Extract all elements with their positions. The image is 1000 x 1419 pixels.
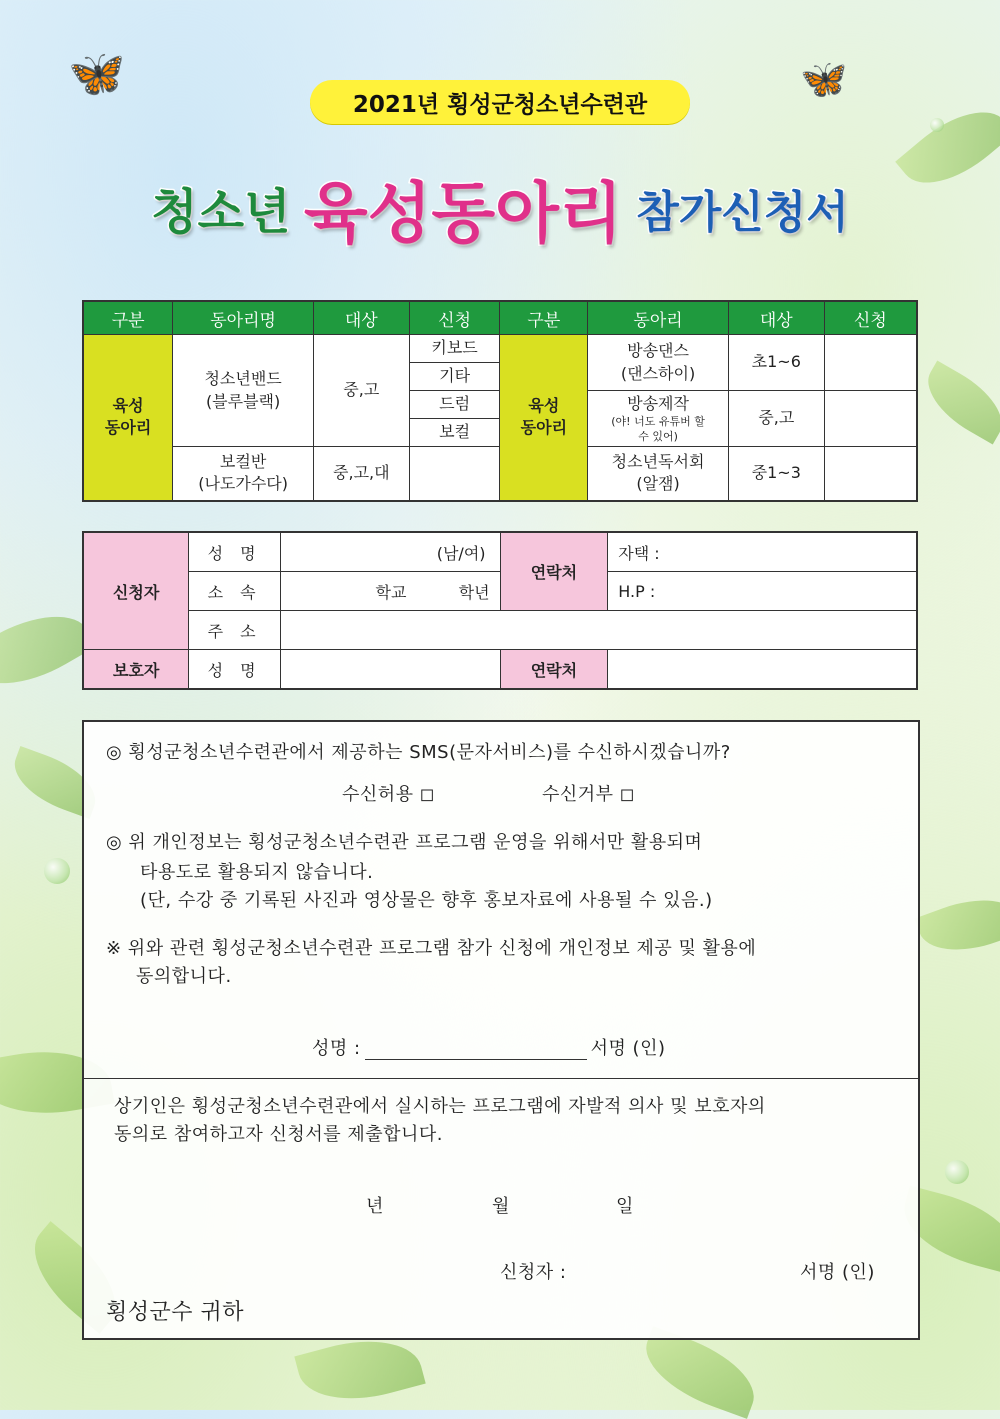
consent-signature-row [312, 1034, 666, 1064]
club-name-cell: 보컬반 (나도가수다) [173, 447, 314, 501]
water-drop [930, 118, 944, 132]
leaf-decoration [914, 884, 1000, 965]
title-left: 청소년 [151, 184, 291, 240]
affiliation-field[interactable] [281, 572, 501, 611]
grade-label: 학년 [458, 582, 490, 602]
gender-option[interactable]: (남/여) [436, 543, 486, 563]
privacy-notice: 타용도로 활용되지 않습니다. [140, 862, 374, 883]
privacy-notice: (단, 수강 중 기록된 사진과 영상물은 향후 홍보자료에 사용될 수 있음.) [140, 890, 713, 911]
table-row [83, 572, 917, 611]
school-label: 학교 [375, 582, 407, 602]
address-field[interactable] [281, 611, 917, 650]
home-phone-field[interactable]: 자택 : [608, 532, 917, 572]
part-cell[interactable]: 기타 [409, 363, 500, 391]
apply-checkbox-cell[interactable] [824, 391, 917, 447]
apply-checkbox-cell[interactable] [824, 335, 917, 391]
target-cell: 초1~6 [728, 335, 824, 391]
header-target: 대상 [728, 301, 824, 335]
privacy-notice: ◎ 위 개인정보는 횡성군청소년수련관 프로그램 운영을 위해서만 활용되며 [106, 832, 703, 853]
guardian-name-label: 성 명 [189, 650, 281, 690]
club-selection-table [82, 300, 918, 502]
agreement-text: 동의합니다. [136, 966, 232, 987]
year-label: 년 [366, 1196, 384, 1217]
day-label: 일 [616, 1196, 634, 1217]
sign-mark: 서명 (인) [590, 1038, 666, 1059]
club-note: (야! 너도 유튜버 할 수 있어) [611, 415, 705, 443]
club-name: 방송제작 [627, 394, 689, 413]
divider [84, 1078, 918, 1079]
butterfly-icon: 🦋 [68, 46, 126, 100]
club-name-cell: 방송댄스 (댄스하이) [588, 335, 729, 391]
title-right: 참가신청서 [636, 186, 849, 238]
target-cell: 중1~3 [728, 447, 824, 501]
guardian-contact-field[interactable] [608, 650, 917, 690]
table-row [83, 611, 917, 650]
sign-name-label: 성명 : [312, 1038, 361, 1059]
header-category: 구분 [83, 301, 173, 335]
club-name-cell: 청소년독서회 (알잼) [588, 447, 729, 501]
addressee: 횡성군수 귀하 [106, 1300, 245, 1325]
sms-question: ◎ 횡성군청소년수련관에서 제공하는 SMS(문자서비스)를 수신하시겠습니까? [106, 742, 731, 763]
category-cell: 육성 동아리 [500, 335, 588, 501]
applicant-name-field[interactable] [281, 532, 501, 572]
applicant-label: 신청자 [83, 532, 189, 650]
agreement-text: ※ 위와 관련 횡성군청소년수련관 프로그램 참가 신청에 개인정보 제공 및 활용에 [106, 938, 757, 959]
header-club-name: 동아리명 [173, 301, 314, 335]
part-cell[interactable]: 드럼 [409, 391, 500, 419]
sms-reject-checkbox[interactable]: 수신거부 ◻ [542, 784, 636, 805]
table-header-row [83, 301, 917, 335]
applicant-sign-label: 신청자 : [500, 1262, 567, 1283]
declaration-text: 동의로 참여하고자 신청서를 제출합니다. [114, 1124, 443, 1145]
applicant-sign-mark: 서명 (인) [800, 1262, 875, 1283]
header-apply: 신청 [409, 301, 500, 335]
guardian-contact-label: 연락처 [500, 650, 608, 690]
sms-accept-checkbox[interactable]: 수신허용 ◻ [342, 784, 436, 805]
header-target: 대상 [313, 301, 409, 335]
target-cell: 중,고 [313, 335, 409, 447]
butterfly-icon: 🦋 [800, 57, 848, 101]
month-label: 월 [492, 1196, 510, 1217]
applicant-info-table [82, 531, 918, 690]
header-category: 구분 [500, 301, 588, 335]
target-cell: 중,고 [728, 391, 824, 447]
header-apply: 신청 [824, 301, 917, 335]
guardian-name-field[interactable] [281, 650, 501, 690]
guardian-label: 보호자 [83, 650, 189, 690]
table-row [83, 532, 917, 572]
affiliation-label: 소 속 [189, 572, 281, 611]
signature-field[interactable] [365, 1039, 587, 1060]
water-drop [945, 1160, 969, 1184]
contact-label: 연락처 [500, 532, 608, 611]
page-title [0, 160, 1000, 255]
leaf-decoration [915, 361, 1000, 445]
part-cell[interactable]: 키보드 [409, 335, 500, 363]
declaration-text: 상기인은 횡성군청소년수련관에서 실시하는 프로그램에 자발적 의사 및 보호자의 [114, 1096, 766, 1117]
apply-checkbox-cell[interactable] [409, 447, 500, 501]
table-row [83, 650, 917, 690]
leaf-decoration [634, 1326, 766, 1419]
club-name-cell: 청소년밴드 (블루블랙) [173, 335, 314, 447]
mobile-field[interactable]: H.P : [608, 572, 917, 611]
header-club: 동아리 [588, 301, 729, 335]
water-drop [44, 858, 70, 884]
category-cell: 육성 동아리 [83, 335, 173, 501]
organization-badge: 2021년 횡성군청소년수련관 [310, 80, 690, 124]
target-cell: 중,고,대 [313, 447, 409, 501]
consent-box [82, 720, 920, 1340]
table-row [83, 335, 917, 363]
title-main: 육성동아리 [303, 175, 623, 252]
name-label: 성 명 [189, 532, 281, 572]
address-label: 주 소 [189, 611, 281, 650]
part-cell[interactable]: 보컬 [409, 419, 500, 447]
apply-checkbox-cell[interactable] [824, 447, 917, 501]
club-name-cell [588, 391, 729, 447]
